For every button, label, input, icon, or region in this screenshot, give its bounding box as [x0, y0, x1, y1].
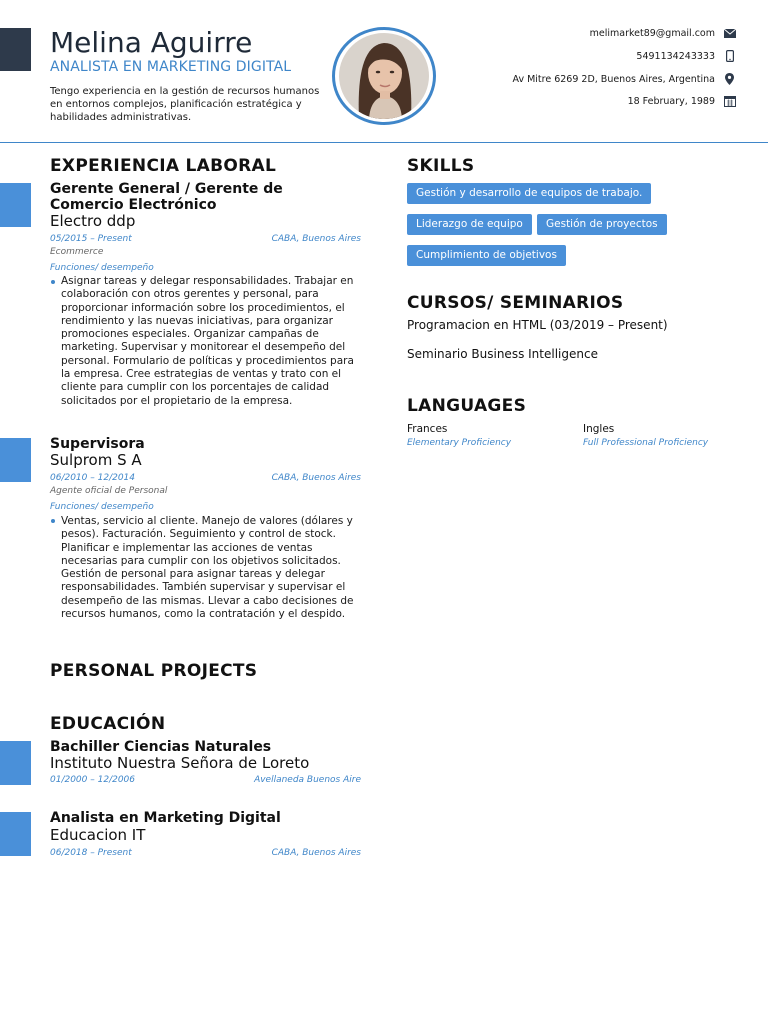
contact-email[interactable]	[590, 25, 736, 41]
job-category: Ecommerce	[50, 247, 104, 257]
job-duties-label: Funciones/ desempeño	[50, 502, 154, 512]
address-text: Av Mitre 6269 2D, Buenos Aires, Argentina	[512, 73, 715, 85]
skill-tag: Cumplimiento de objetivos	[407, 245, 566, 266]
bullet-point	[51, 280, 55, 284]
skill-tag: Liderazgo de equipo	[407, 214, 532, 235]
education-degree: Bachiller Ciencias Naturales	[50, 739, 272, 755]
email-text[interactable]: melimarket89@gmail.com	[589, 27, 715, 39]
header-accent-block	[0, 28, 31, 71]
job-marker	[0, 183, 31, 227]
skill-tag: Gestión y desarrollo de equipos de trabajo.	[407, 183, 651, 204]
language-name: Frances	[407, 423, 448, 435]
job-marker	[0, 438, 31, 482]
candidate-name: Melina Aguirre	[50, 26, 253, 59]
phone-text: 5491134243333	[636, 50, 715, 62]
education-location: Avellaneda Buenos Aire	[254, 775, 361, 785]
course-item: Seminario Business Intelligence	[407, 347, 598, 361]
calendar-icon	[723, 95, 736, 108]
job-description: Asignar tareas y delegar responsabilidades. Trabajar en colaboración con otros gerentes y personal, para proporcionar información sobre los procedimientos, el rendimiento y las nuevas iniciativas, para organizar promociones especiales. Organizar campañas de marketing. Supervisar y monitorear el desempeño del personal. Formulario de políticas y procedimientos para la empresa. Cree estrategias de ventas y trato con el cliente para cumplir con los porcentajes de calidad solicitados por el propietario de la empresa.	[61, 275, 354, 407]
section-title-experience: EXPERIENCIA LABORAL	[50, 156, 277, 176]
education-dates: 06/2018 – Present	[50, 848, 132, 858]
education-dates: 01/2000 – 12/2006	[50, 775, 135, 785]
profile-summary: Tengo experiencia en la gestión de recursos humanos en entornos complejos, planificación estratégica y habilidades administrativas.	[50, 86, 320, 123]
education-degree: Analista en Marketing Digital	[50, 810, 281, 826]
education-school: Educacion IT	[50, 826, 146, 844]
course-item: Programacion en HTML (03/2019 – Present)	[407, 318, 668, 332]
job-position: Supervisora	[50, 436, 145, 452]
mobile-phone-icon	[723, 50, 736, 63]
language-level: Full Professional Proficiency	[583, 438, 709, 448]
job-company: Sulprom S A	[50, 451, 142, 469]
contact-phone	[636, 48, 736, 64]
section-title-education: EDUCACIÓN	[50, 714, 166, 734]
section-title-projects: PERSONAL PROJECTS	[50, 661, 258, 681]
job-location: CABA, Buenos Aires	[271, 473, 361, 483]
candidate-role: ANALISTA EN MARKETING DIGITAL	[50, 59, 292, 75]
job-category: Agente oficial de Personal	[50, 486, 168, 496]
section-title-skills: SKILLS	[407, 156, 475, 176]
job-dates: 05/2015 – Present	[50, 234, 132, 244]
job-duties-label: Funciones/ desempeño	[50, 263, 154, 273]
header-divider	[0, 142, 768, 143]
education-school: Instituto Nuestra Señora de Loreto	[50, 754, 310, 772]
map-pin-icon	[723, 73, 736, 86]
contact-address	[513, 71, 737, 87]
section-title-languages: LANGUAGES	[407, 396, 527, 416]
bullet-point	[51, 519, 55, 523]
section-title-courses: CURSOS/ SEMINARIOS	[407, 293, 624, 313]
contact-birthdate	[628, 93, 736, 109]
job-location: CABA, Buenos Aires	[271, 234, 361, 244]
education-marker	[0, 741, 31, 785]
language-name: Ingles	[583, 423, 615, 435]
profile-photo	[332, 27, 436, 125]
education-marker	[0, 812, 31, 856]
job-dates: 06/2010 – 12/2014	[50, 473, 135, 483]
education-location: CABA, Buenos Aires	[271, 848, 361, 858]
job-company: Electro ddp	[50, 212, 136, 230]
language-level: Elementary Proficiency	[407, 438, 512, 448]
job-position: Gerente General / Gerente de Comercio Electrónico	[50, 181, 283, 213]
skill-tag: Gestión de proyectos	[537, 214, 667, 235]
envelope-icon	[723, 27, 736, 40]
job-description: Ventas, servicio al cliente. Manejo de valores (dólares y pesos). Facturación. Seguimiento y control de stock. Planificar e implementar las acciones de ventas necesarias para cumplir con los objetivos solicitados. Gestión de personal para asignar tareas y delegar responsabilidades. También supervisar y supervisar el desempeño de las mismas. Llevar a cabo decisiones de recursos humanos, como la contratación y el despido.	[61, 515, 354, 621]
portrait-image	[339, 33, 429, 119]
birthdate-text: 18 February, 1989	[627, 95, 715, 107]
